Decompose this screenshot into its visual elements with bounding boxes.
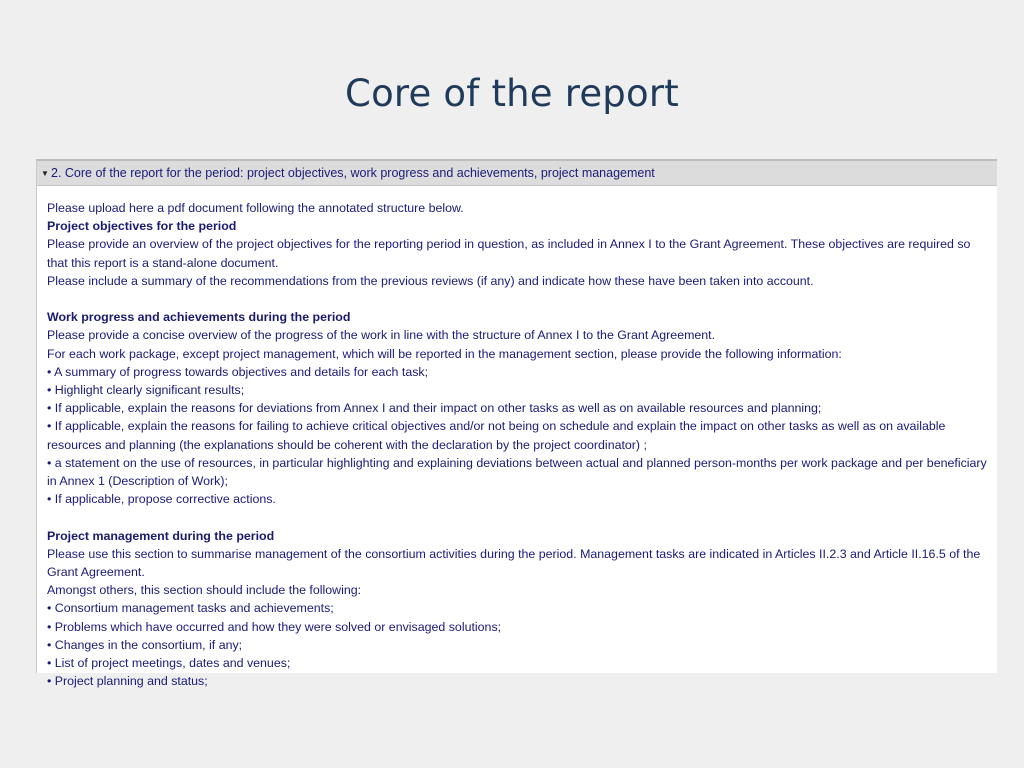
- bullet-item: • List of project meetings, dates and venues;: [47, 656, 291, 671]
- section-line: Please use this section to summarise management of the consortium activities during the period. Management tasks are indicated in Articles II.2.3 and Article II.16.5 of the Grant Agreement.: [47, 546, 981, 580]
- slide-title: Core of the report: [345, 72, 679, 115]
- spacer: [47, 290, 989, 308]
- section-heading-work-progress: Work progress and achievements during the period: [47, 310, 351, 325]
- report-core-panel: [36, 159, 997, 689]
- bullet-item: • Changes in the consortium, if any;: [47, 637, 243, 652]
- collapse-triangle-icon[interactable]: ▼: [41, 168, 49, 178]
- bullet-item: • If applicable, propose corrective actions.: [47, 492, 276, 507]
- intro-text: Please upload here a pdf document following the annotated structure below.: [47, 201, 464, 215]
- spacer: [47, 508, 989, 526]
- bullet-item: • Problems which have occurred and how they were solved or envisaged solutions;: [47, 619, 502, 634]
- section-line: Please include a summary of the recommendations from the previous reviews (if any) and indicate how these have been taken into account.: [47, 273, 814, 288]
- section-line: Please provide a concise overview of the progress of the work in line with the structure of Annex I to the Grant Agreement.: [47, 328, 716, 343]
- panel-header-label: 2. Core of the report for the period: project objectives, work progress and achievements, project management: [51, 166, 655, 180]
- bullet-item: • Consortium management tasks and achievements;: [47, 601, 334, 616]
- section-heading-objectives: Project objectives for the period: [47, 219, 237, 234]
- bullet-item: • Project planning and status;: [47, 674, 208, 689]
- section-line: For each work package, except project management, which will be reported in the management section, please provide the following information:: [47, 346, 842, 361]
- bullet-item: • If applicable, explain the reasons for failing to achieve critical objectives and/or not being on schedule and explain the impact on other tasks as well as on available resources and planning (the explanations should be coherent with the declaration by the project coordinator) ;: [47, 419, 946, 452]
- section-heading-project-management: Project management during the period: [47, 528, 275, 543]
- section-line: Amongst others, this section should include the following:: [47, 583, 362, 598]
- bullet-item: • If applicable, explain the reasons for deviations from Annex I and their impact on other tasks as well as on available resources and planning;: [47, 401, 822, 416]
- panel-header[interactable]: [37, 159, 997, 186]
- panel-body: [37, 186, 997, 690]
- bullet-item: • A summary of progress towards objectives and details for each task;: [47, 364, 429, 379]
- section-line: Please provide an overview of the project objectives for the reporting period in question, as included in Annex I to the Grant Agreement. These objectives are required so that this report is a stand-alone document.: [47, 237, 971, 270]
- bullet-item: • Highlight clearly significant results;: [47, 383, 245, 398]
- bullet-item: • a statement on the use of resources, in particular highlighting and explaining deviations between actual and planned person-months per work package and per beneficiary in Annex 1 (Description of Work);: [47, 455, 987, 489]
